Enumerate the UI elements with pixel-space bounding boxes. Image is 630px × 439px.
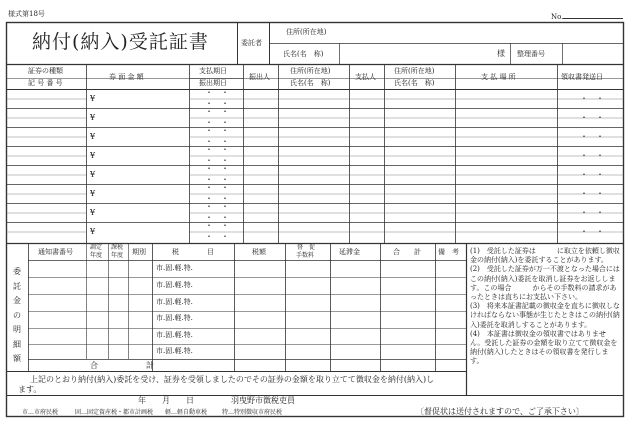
terms-notes <box>470 247 620 367</box>
yen-mark: ¥ <box>90 227 96 236</box>
col-reminder-fee-label-b: 手数料 <box>296 252 315 259</box>
honorific-sama: 様 <box>497 49 505 58</box>
col-tax-year-label-b: 年度 <box>111 252 124 259</box>
issue-date-dots: ・ ・ <box>205 99 229 108</box>
col-reminder-fee-label-a: 督 促 <box>297 244 316 251</box>
receipt-date-dots: ・ ・ <box>580 94 604 103</box>
col-number-label: 記 号 番 号 <box>28 79 63 87</box>
ref-number-label: 整理番号 <box>517 50 545 58</box>
acknowledgement-line-2: ます。 <box>18 385 42 394</box>
col-tax-item-label: 税 目 <box>172 248 214 256</box>
entruster-name-label: 氏名(名 称) <box>283 50 324 58</box>
tax-item-options: 市.固.軽.特. <box>156 314 193 322</box>
reminder-notice: 〔督促状は送付されますので、ご了承下さい〕 <box>416 407 584 416</box>
tax-item-options: 市.固.軽.特. <box>156 347 193 355</box>
col-issue-date-label: 振出期日 <box>199 79 227 87</box>
legend-special-collection: 特…特別徴収市府民税 <box>222 409 283 416</box>
form-number: 様式第18号 <box>8 10 45 18</box>
due-date-dots: ・ ・ <box>205 88 229 97</box>
legend-city-tax: 市…市府民税 <box>22 409 59 416</box>
yen-mark: ¥ <box>90 132 96 141</box>
receipt-date-dots: ・ ・ <box>580 208 604 217</box>
tax-item-options: 市.固.軽.特. <box>156 264 193 272</box>
col-payment-place-label: 支 払 場 所 <box>481 73 516 81</box>
due-date-dots: ・ ・ <box>205 221 229 230</box>
breakdown-side-label: 委 託 金 の 明 細 額 <box>13 267 21 363</box>
note-item: (1) 受託した証券は に取立を依頼し徴収金の納付(納入)を委託することがあります。 <box>470 247 620 265</box>
receipt-date-dots: ・ ・ <box>580 113 604 122</box>
yen-mark: ¥ <box>90 151 96 160</box>
serial-no-blank <box>563 11 623 19</box>
col-assessment-year-label-a: 調定 <box>90 244 103 251</box>
col-total-label: 合 計 <box>393 248 421 256</box>
due-date-dots: ・ ・ <box>205 164 229 173</box>
col-tax-year-label-a: 課税 <box>111 244 124 251</box>
date-line: 年 月 日 <box>138 396 194 405</box>
col-due-date-label: 支払期日 <box>199 67 227 75</box>
receipt-date-dots: ・ ・ <box>580 132 604 141</box>
col-drawer-label: 振出人 <box>249 73 270 81</box>
col-term-label: 期別 <box>132 248 146 256</box>
note-item: (3) 将来本証書記載の徴収金を直ちに徴収しなければならない事態が生じたときはこの納付(納入)委託を取消しすることがあります。 <box>470 302 620 329</box>
yen-mark: ¥ <box>90 94 96 103</box>
tax-item-options: 市.固.軽.特. <box>156 331 193 339</box>
legend-property-tax: 固…固定資産税・都市計画税 <box>75 409 154 416</box>
legend-light-vehicle-tax: 軽…軽自動車税 <box>165 409 208 416</box>
receipt-date-dots: ・ ・ <box>580 151 604 160</box>
page-title: 納付(納入)受託証書 <box>32 31 209 53</box>
col-remarks-label: 備 考 <box>438 248 459 256</box>
col-amount-label: 券 面 金 額 <box>109 73 144 81</box>
tax-item-options: 市.固.軽.特. <box>156 281 193 289</box>
col-kind-label: 証券の種類 <box>28 67 63 75</box>
issue-date-dots: ・ ・ <box>205 213 229 222</box>
col-late-charge-label: 延滞金 <box>339 248 360 256</box>
due-date-dots: ・ ・ <box>205 202 229 211</box>
receipt-date-dots: ・ ・ <box>580 170 604 179</box>
col-payer-name-label: 氏名(名 称) <box>394 79 435 87</box>
acknowledgement-line-1: 上記のとおり納付(納入)委託を受け、証券を受領しましたのでその証券の金額を取り立てて徴収金を納付(納入)し <box>30 375 435 384</box>
receipt-date-dots: ・ ・ <box>580 227 604 236</box>
due-date-dots: ・ ・ <box>205 126 229 135</box>
col-drawer-address-label: 住所(所在地) <box>290 67 331 75</box>
note-item: (2) 受託した証券が万一不渡となった場合にはこの納付(納入)委託を取消し証券をお返しします。この場合 からその手数料の請求があったときは直ちにお支払い下さい。 <box>470 265 620 302</box>
issue-date-dots: ・ ・ <box>205 156 229 165</box>
issue-date-dots: ・ ・ <box>205 137 229 146</box>
tax-item-options: 市.固.軽.特. <box>156 298 193 306</box>
due-date-dots: ・ ・ <box>205 183 229 192</box>
col-drawer-name-label: 氏名(名 称) <box>290 79 331 87</box>
issue-date-dots: ・ ・ <box>205 232 229 241</box>
receipt-date-dots: ・ ・ <box>580 189 604 198</box>
entruster-label: 委託者 <box>241 39 262 47</box>
col-notice-number-label: 通知書番号 <box>38 248 73 256</box>
grand-total-label: 合 計 <box>90 361 154 370</box>
entruster-address-label: 住所(所在地) <box>286 28 327 36</box>
col-receipt-date-label: 領収書発送日 <box>561 73 603 81</box>
issue-date-dots: ・ ・ <box>205 175 229 184</box>
issue-date-dots: ・ ・ <box>205 118 229 127</box>
issue-date-dots: ・ ・ <box>205 194 229 203</box>
col-tax-amount-label: 税額 <box>252 248 266 256</box>
official-title: 羽曳野市徴税吏員 <box>231 396 295 405</box>
due-date-dots: ・ ・ <box>205 107 229 116</box>
yen-mark: ¥ <box>90 208 96 217</box>
yen-mark: ¥ <box>90 113 96 122</box>
note-item: (4) 本証書は徴収金の領収書ではありません。受託した証券の金額を取り立てて徴収金を納付(納入)したときはその領収書を発行します。 <box>470 329 618 366</box>
yen-mark: ¥ <box>90 170 96 179</box>
col-payer-label: 支払人 <box>355 73 376 81</box>
col-payer-address-label: 住所(所在地) <box>394 67 435 75</box>
col-assessment-year-label-b: 年度 <box>90 252 103 259</box>
yen-mark: ¥ <box>90 189 96 198</box>
due-date-dots: ・ ・ <box>205 145 229 154</box>
serial-no-label: No. <box>551 11 623 21</box>
